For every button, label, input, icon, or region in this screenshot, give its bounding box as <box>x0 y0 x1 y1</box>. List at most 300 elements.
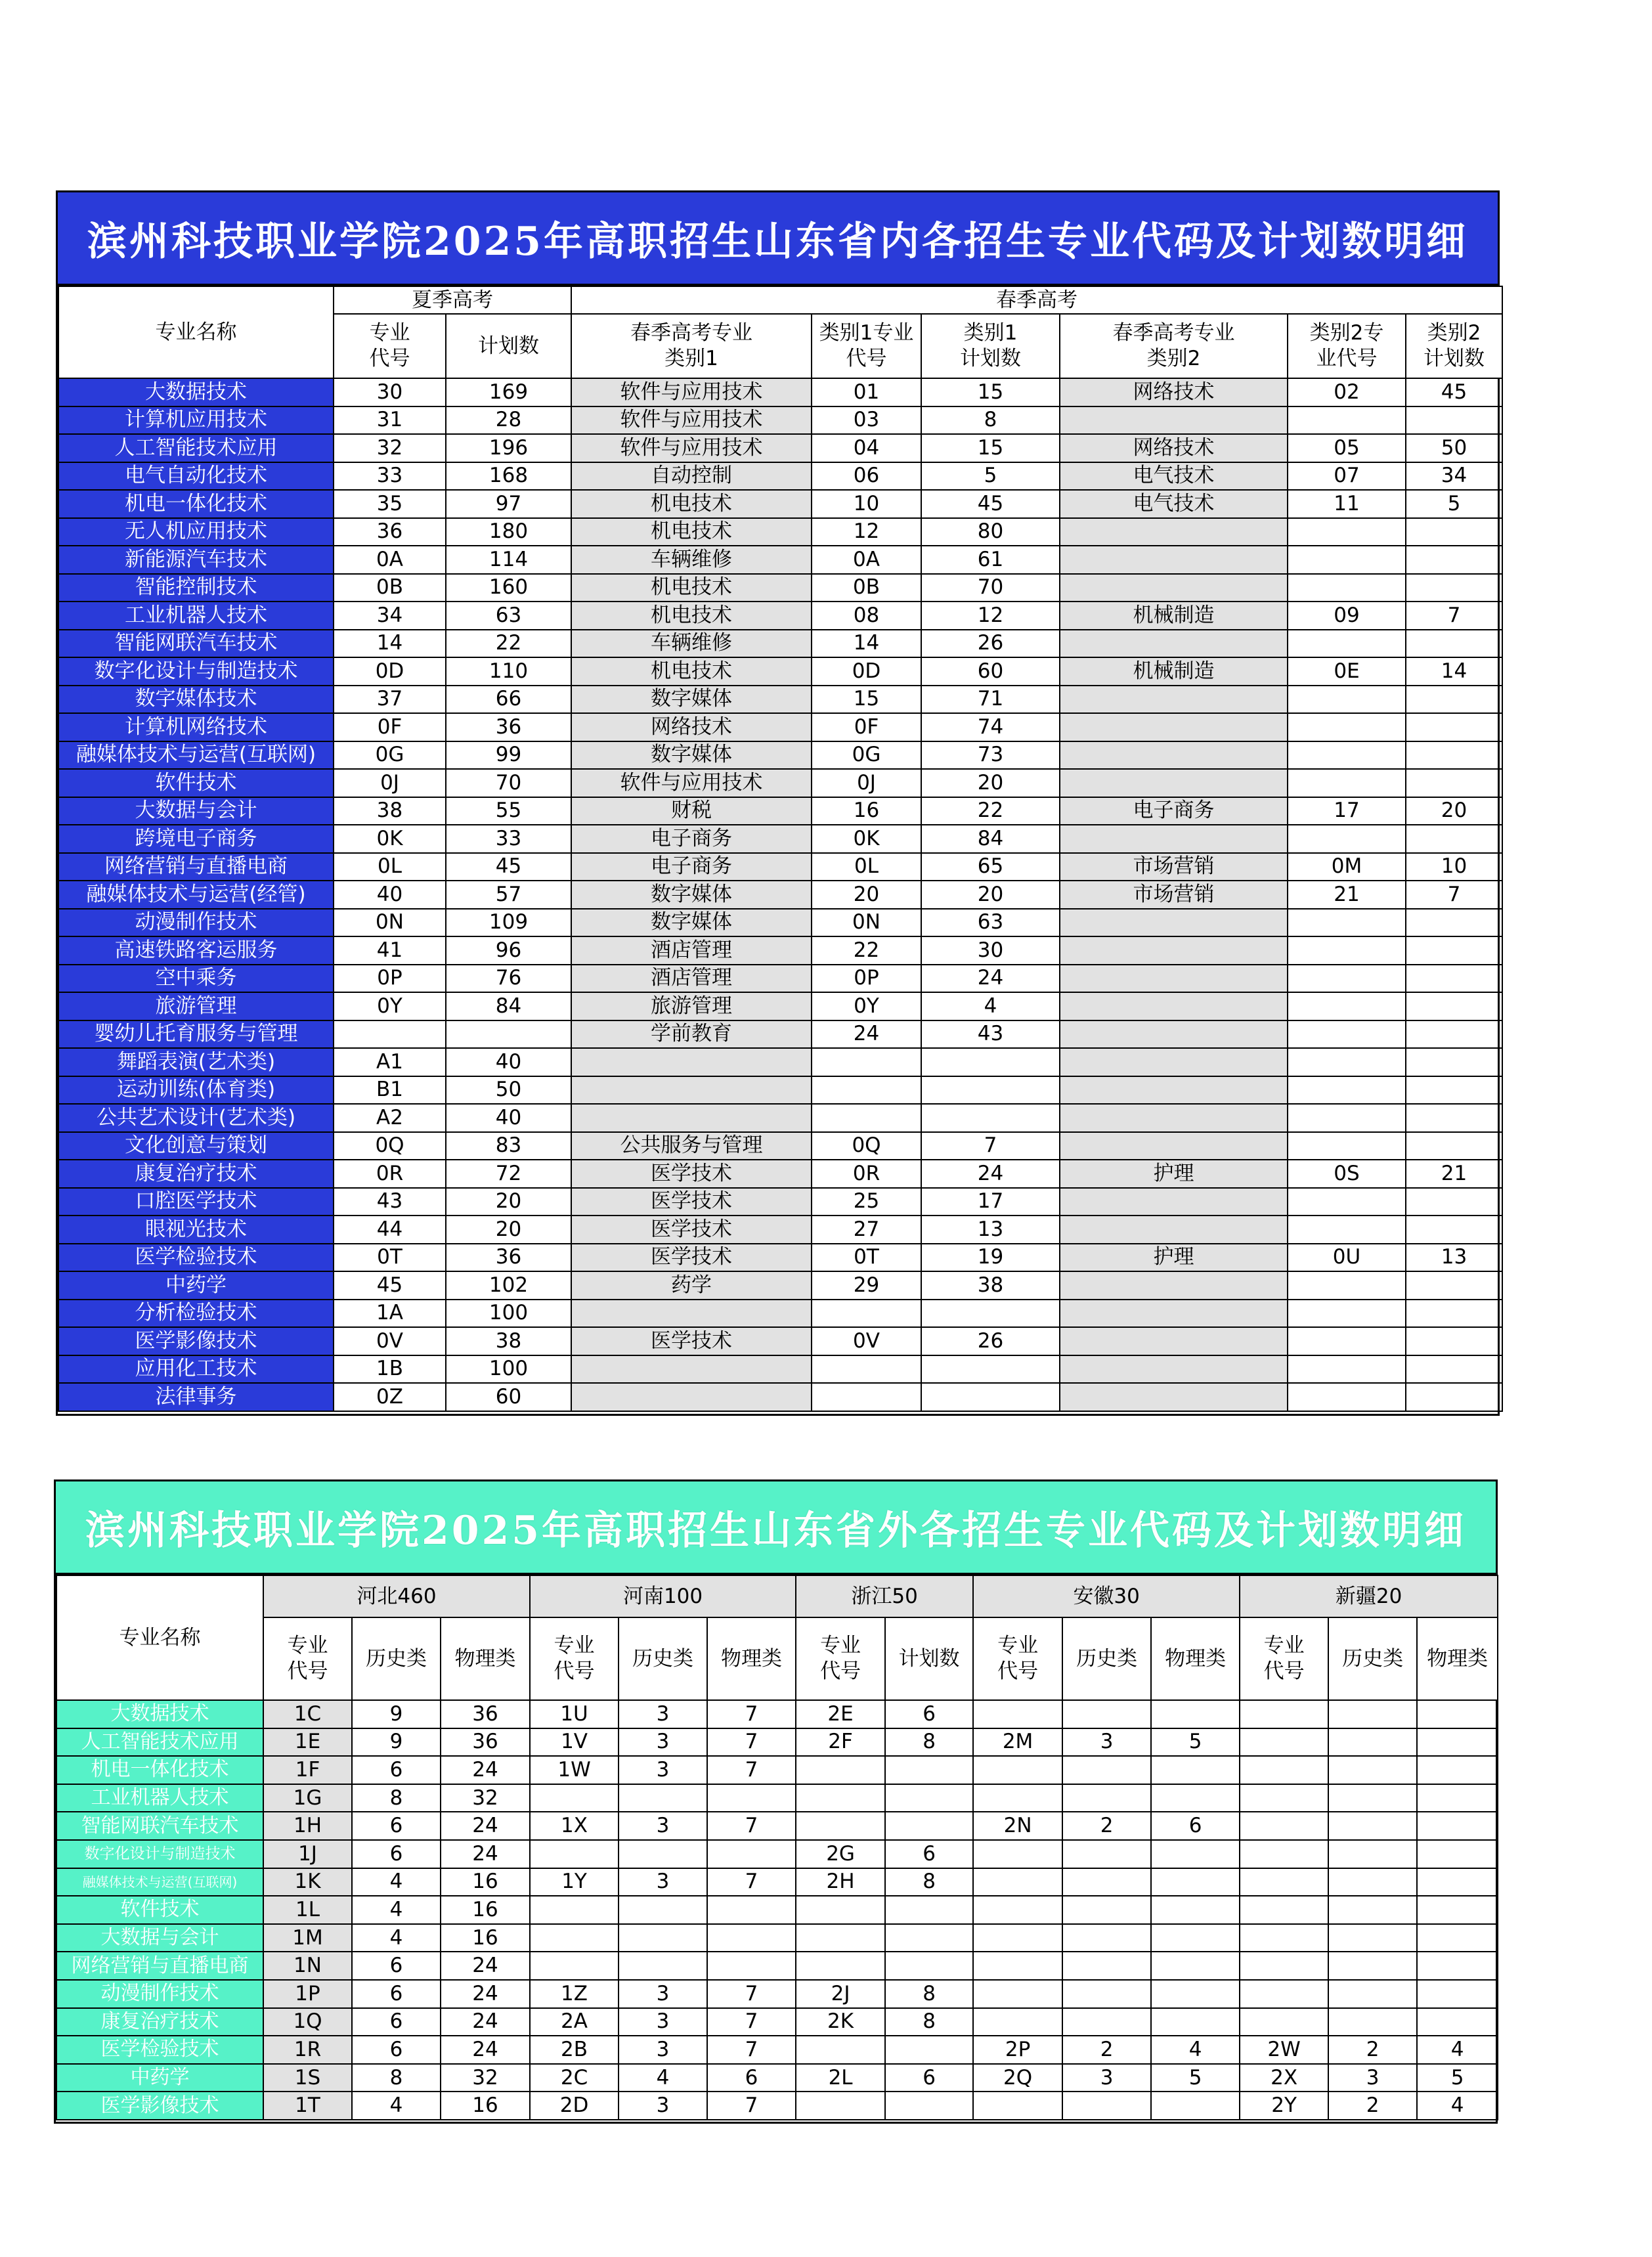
table-cell: 3 <box>619 2092 707 2120</box>
major-name-cell: 机电一体化技术 <box>58 490 334 518</box>
table-cell <box>1328 1924 1417 1952</box>
table-cell <box>530 1896 619 1924</box>
table-cell: 20 <box>812 881 921 909</box>
table-cell: 05 <box>1288 434 1406 462</box>
table-cell <box>530 1952 619 1980</box>
table-cell <box>1328 1812 1417 1840</box>
table-cell: 1Z <box>530 1980 619 2008</box>
table-cell: 0T <box>812 1244 921 1272</box>
table-cell: 2G <box>796 1840 885 1868</box>
table-cell <box>796 2092 885 2120</box>
header2-sub-history <box>1062 1617 1151 1700</box>
table-cell <box>1060 406 1288 435</box>
table-cell: 6 <box>352 2036 441 2064</box>
major-name-cell: 新能源汽车技术 <box>58 546 334 574</box>
table-cell: 0L <box>334 853 446 881</box>
table-cell <box>1328 1700 1417 1728</box>
table-row <box>56 1840 1498 1868</box>
table-cell <box>1060 713 1288 741</box>
table-cell: 109 <box>446 909 571 937</box>
table-cell <box>1151 1952 1240 1980</box>
table-cell: 电气技术 <box>1060 490 1288 518</box>
table-cell: 市场营销 <box>1060 853 1288 881</box>
table-cell: 43 <box>921 1020 1060 1049</box>
table-cell <box>1288 406 1406 435</box>
table-cell: 1U <box>530 1700 619 1728</box>
header-plan: 计划数 <box>446 314 571 378</box>
table-cell <box>1288 518 1406 546</box>
table-cell: 71 <box>921 686 1060 714</box>
table-cell <box>973 1756 1062 1784</box>
table-cell: 33 <box>334 462 446 491</box>
table-cell <box>1406 1188 1502 1216</box>
table-cell: 1X <box>530 1812 619 1840</box>
table-cell <box>1060 1383 1288 1411</box>
table-cell: 2J <box>796 1980 885 2008</box>
table-cell <box>1417 1756 1498 1784</box>
table-cell <box>1417 1952 1498 1980</box>
table-cell <box>1406 992 1502 1020</box>
table-cell: 97 <box>446 490 571 518</box>
table-cell <box>1406 1048 1502 1076</box>
table-cell: 8 <box>885 2008 973 2036</box>
table-cell: 0J <box>812 769 921 797</box>
header2-sub-code <box>263 1617 352 1700</box>
table-row <box>56 1896 1498 1924</box>
table-cell: 14 <box>812 630 921 658</box>
out-province-table-title: 滨州科技职业学院2025年高职招生山东省外各招生专业代码及计划数明细 <box>56 1481 1496 1575</box>
header-code-text: 专业代号 <box>369 321 410 370</box>
table-cell <box>1406 630 1502 658</box>
table-row <box>58 546 1502 574</box>
table-cell <box>921 1300 1060 1328</box>
table-cell <box>973 1980 1062 2008</box>
table-cell <box>1406 518 1502 546</box>
in-province-table-title: 滨州科技职业学院2025年高职招生山东省内各招生专业代码及计划数明细 <box>58 192 1498 286</box>
table-cell: 99 <box>446 741 571 770</box>
table-cell: 护理 <box>1060 1244 1288 1272</box>
table-cell: 73 <box>921 741 1060 770</box>
table-cell: 0S <box>1288 1160 1406 1188</box>
table-row <box>58 936 1502 965</box>
table-cell: 12 <box>921 602 1060 630</box>
table-cell <box>707 1952 796 1980</box>
table-cell: 3 <box>619 1700 707 1728</box>
major-name-cell: 数字化设计与制造技术 <box>58 657 334 686</box>
table-cell: 0L <box>812 853 921 881</box>
table-cell: 2K <box>796 2008 885 2036</box>
table-cell: 6 <box>352 1980 441 2008</box>
table-cell <box>1406 1132 1502 1160</box>
table-cell <box>1288 769 1406 797</box>
major-name-cell: 数字化设计与制造技术 <box>56 1840 263 1868</box>
table-cell <box>1406 1383 1502 1411</box>
table-cell: 2Y <box>1240 2092 1328 2120</box>
major-name-cell: 医学检验技术 <box>56 2036 263 2064</box>
table-cell: 102 <box>446 1271 571 1300</box>
table-cell <box>1151 2008 1240 2036</box>
header2-sub-physics-text: 物理类 <box>454 1646 516 1671</box>
table-cell <box>812 1383 921 1411</box>
major-name-cell: 网络营销与直播电商 <box>58 853 334 881</box>
table-cell: 24 <box>441 1840 530 1868</box>
table-cell <box>1151 2092 1240 2120</box>
table-row <box>58 574 1502 602</box>
table-cell: 1Q <box>263 2008 352 2036</box>
table-cell: 20 <box>446 1188 571 1216</box>
table-cell: 20 <box>446 1216 571 1244</box>
table-cell: 63 <box>921 909 1060 937</box>
table-cell <box>885 1756 973 1784</box>
table-cell: 电气技术 <box>1060 462 1288 491</box>
table-cell <box>1060 1300 1288 1328</box>
table-cell: 66 <box>446 686 571 714</box>
table-cell: 63 <box>446 602 571 630</box>
table-cell <box>1060 965 1288 993</box>
header2-sub-physics-text: 物理类 <box>1165 1646 1227 1671</box>
table-cell <box>1328 1728 1417 1757</box>
table-cell: 30 <box>921 936 1060 965</box>
table-row <box>58 741 1502 770</box>
table-cell: 1F <box>263 1756 352 1784</box>
table-cell: 旅游管理 <box>571 992 812 1020</box>
table-cell <box>1060 825 1288 853</box>
table-cell: 6 <box>352 1812 441 1840</box>
major-name-cell: 工业机器人技术 <box>56 1784 263 1812</box>
major-name-cell: 中药学 <box>56 2064 263 2092</box>
table-cell: 机械制造 <box>1060 657 1288 686</box>
table-cell <box>530 1924 619 1952</box>
table-cell: 70 <box>446 769 571 797</box>
table-cell <box>1406 1104 1502 1132</box>
table-cell: 7 <box>707 2008 796 2036</box>
table-cell: 34 <box>334 602 446 630</box>
table-cell: 36 <box>441 1728 530 1757</box>
table-cell: 酒店管理 <box>571 936 812 965</box>
table-cell <box>973 2008 1062 2036</box>
table-cell: 38 <box>446 1327 571 1355</box>
table-cell: 04 <box>812 434 921 462</box>
major-name-cell: 眼视光技术 <box>58 1216 334 1244</box>
table-cell: 24 <box>921 1160 1060 1188</box>
table-cell <box>1406 769 1502 797</box>
table-cell <box>1060 574 1288 602</box>
table-cell <box>1288 1383 1406 1411</box>
header2-sub-code-text: 专业代号 <box>997 1634 1039 1683</box>
table-cell: 8 <box>352 2064 441 2092</box>
table-cell <box>1060 992 1288 1020</box>
table-cell: 0P <box>812 965 921 993</box>
table-cell: 32 <box>441 1784 530 1812</box>
table-cell: 2M <box>973 1728 1062 1757</box>
table-cell <box>1151 1896 1240 1924</box>
table-cell: 机电技术 <box>571 602 812 630</box>
table-cell: 0G <box>334 741 446 770</box>
table-cell: 1H <box>263 1812 352 1840</box>
table-cell: 5 <box>1406 490 1502 518</box>
table-cell <box>885 2092 973 2120</box>
table-cell: 60 <box>446 1383 571 1411</box>
major-name-cell: 融媒体技术与运营(互联网) <box>58 741 334 770</box>
table-row <box>58 1048 1502 1076</box>
table-cell: 22 <box>812 936 921 965</box>
table-cell: A1 <box>334 1048 446 1076</box>
major-name-cell: 智能网联汽车技术 <box>58 630 334 658</box>
table-cell <box>619 1924 707 1952</box>
table-cell <box>1417 1784 1498 1812</box>
table-cell: 4 <box>921 992 1060 1020</box>
table-cell <box>1406 574 1502 602</box>
table-cell: 7 <box>707 2092 796 2120</box>
table-cell <box>1406 1300 1502 1328</box>
table-cell <box>885 1924 973 1952</box>
table-cell: 1N <box>263 1952 352 1980</box>
table-cell <box>1328 1896 1417 1924</box>
table-cell: 32 <box>334 434 446 462</box>
table-cell: 4 <box>352 1924 441 1952</box>
table-cell <box>1288 546 1406 574</box>
table-cell: 2E <box>796 1700 885 1728</box>
table-cell: 3 <box>619 2008 707 2036</box>
table-cell <box>812 1104 921 1132</box>
major-name-cell: 动漫制作技术 <box>56 1980 263 2008</box>
table-cell <box>1240 1840 1328 1868</box>
table-cell: 40 <box>446 1104 571 1132</box>
header-anhui: 安徽30 <box>973 1575 1240 1617</box>
table-cell: 0K <box>812 825 921 853</box>
table-cell: 55 <box>446 797 571 825</box>
header2-major-name: 专业名称 <box>56 1575 263 1700</box>
major-name-cell: 旅游管理 <box>58 992 334 1020</box>
table-row <box>58 1104 1502 1132</box>
header-henan: 河南100 <box>530 1575 796 1617</box>
table-cell: 4 <box>619 2064 707 2092</box>
table-cell <box>1288 1271 1406 1300</box>
table-cell: 自动控制 <box>571 462 812 491</box>
table-cell: 61 <box>921 546 1060 574</box>
table-cell: 0V <box>334 1327 446 1355</box>
table-cell <box>1060 1271 1288 1300</box>
table-cell <box>921 1355 1060 1384</box>
table-row <box>56 1784 1498 1812</box>
table-cell: 15 <box>921 378 1060 406</box>
table-cell <box>885 2036 973 2064</box>
table-row <box>58 713 1502 741</box>
table-cell: 机械制造 <box>1060 602 1288 630</box>
major-name-cell: 大数据与会计 <box>58 797 334 825</box>
table-cell: 医学技术 <box>571 1188 812 1216</box>
table-cell <box>1288 1048 1406 1076</box>
table-cell <box>571 1076 812 1105</box>
table-cell <box>921 1383 1060 1411</box>
table-cell <box>1151 1868 1240 1896</box>
table-cell: 2X <box>1240 2064 1328 2092</box>
table-cell <box>1288 686 1406 714</box>
major-name-cell: 婴幼儿托育服务与管理 <box>58 1020 334 1049</box>
table-cell <box>1060 769 1288 797</box>
table-cell: 22 <box>921 797 1060 825</box>
table-cell <box>1060 1327 1288 1355</box>
table-cell: 72 <box>446 1160 571 1188</box>
table-cell: 50 <box>1406 434 1502 462</box>
header2-sub-history-text: 历史类 <box>1342 1646 1404 1671</box>
table-cell: 43 <box>334 1188 446 1216</box>
table-cell <box>1328 1840 1417 1868</box>
header2-sub-code <box>973 1617 1062 1700</box>
table-cell: 2H <box>796 1868 885 1896</box>
table-cell: 03 <box>812 406 921 435</box>
major-name-cell: 工业机器人技术 <box>58 602 334 630</box>
table-cell: 机电技术 <box>571 657 812 686</box>
table-cell <box>1151 1700 1240 1728</box>
table-cell: 27 <box>812 1216 921 1244</box>
header-cat2-plan-text: 类别2计划数 <box>1424 321 1485 370</box>
header-cat1-name <box>571 314 812 378</box>
header-cat2-name <box>1060 314 1288 378</box>
table-cell: 25 <box>812 1188 921 1216</box>
table-cell <box>1151 1980 1240 2008</box>
table-cell: 8 <box>885 1728 973 1757</box>
table-cell: 40 <box>446 1048 571 1076</box>
major-name-cell: 中药学 <box>58 1271 334 1300</box>
header2-sub-code <box>796 1617 885 1700</box>
table-cell: 20 <box>1406 797 1502 825</box>
major-name-cell: 计算机应用技术 <box>58 406 334 435</box>
table-cell <box>1060 1020 1288 1049</box>
table-cell: 45 <box>921 490 1060 518</box>
table-cell <box>1288 1076 1406 1105</box>
table-cell: 17 <box>1288 797 1406 825</box>
table-cell <box>1240 1700 1328 1728</box>
out-province-table <box>56 1575 1498 2120</box>
table-cell <box>1417 1896 1498 1924</box>
table-cell <box>1417 1980 1498 2008</box>
header2-sub-physics-text: 物理类 <box>1427 1646 1489 1671</box>
major-name-cell: 康复治疗技术 <box>58 1160 334 1188</box>
table-cell: 0Q <box>812 1132 921 1160</box>
table-cell <box>1406 1327 1502 1355</box>
table-cell: 3 <box>619 2036 707 2064</box>
table-cell <box>1062 1700 1151 1728</box>
table-cell: 机电技术 <box>571 574 812 602</box>
table-cell: 2D <box>530 2092 619 2120</box>
header2-sub-code-text: 专业代号 <box>554 1634 595 1683</box>
table-cell <box>1060 741 1288 770</box>
in-province-table <box>58 286 1503 1412</box>
major-name-cell: 智能网联汽车技术 <box>56 1812 263 1840</box>
table-row <box>58 518 1502 546</box>
table-cell <box>1288 741 1406 770</box>
table-cell: 2 <box>1328 2092 1417 2120</box>
header-summer-exam: 夏季高考 <box>334 286 571 314</box>
major-name-cell: 跨境电子商务 <box>58 825 334 853</box>
table-cell: 6 <box>352 2008 441 2036</box>
table-cell <box>1240 1812 1328 1840</box>
table-row <box>58 1271 1502 1300</box>
header2-sub-history-text: 历史类 <box>1076 1646 1138 1671</box>
table-cell: 医学技术 <box>571 1327 812 1355</box>
table-cell: 84 <box>446 992 571 1020</box>
table-cell: 38 <box>334 797 446 825</box>
table-cell <box>1062 1868 1151 1896</box>
major-name-cell: 医学影像技术 <box>56 2092 263 2120</box>
table-cell: 7 <box>1406 881 1502 909</box>
table-cell <box>1417 1868 1498 1896</box>
table-cell: 01 <box>812 378 921 406</box>
header2-sub-physics <box>1417 1617 1498 1700</box>
table-cell: 1K <box>263 1868 352 1896</box>
table-cell: 0A <box>812 546 921 574</box>
table-cell: 1T <box>263 2092 352 2120</box>
table-cell <box>885 1812 973 1840</box>
table-row <box>56 1812 1498 1840</box>
table-cell: 16 <box>441 1868 530 1896</box>
table-cell: 0U <box>1288 1244 1406 1272</box>
table-cell <box>796 1812 885 1840</box>
table-cell: 0Y <box>334 992 446 1020</box>
table-cell: 8 <box>885 1980 973 2008</box>
table-cell: 0P <box>334 965 446 993</box>
table-cell: 6 <box>885 1700 973 1728</box>
table-cell: 7 <box>707 1756 796 1784</box>
table-cell: 10 <box>1406 853 1502 881</box>
table-cell <box>812 1076 921 1105</box>
table-cell: 车辆维修 <box>571 630 812 658</box>
table-cell <box>1328 1784 1417 1812</box>
table-cell: 4 <box>352 1896 441 1924</box>
header2-sub-code <box>530 1617 619 1700</box>
table-cell: 软件与应用技术 <box>571 769 812 797</box>
table-row <box>58 602 1502 630</box>
table-cell: 网络技术 <box>571 713 812 741</box>
major-name-cell: 大数据技术 <box>58 378 334 406</box>
table-cell <box>1406 406 1502 435</box>
table-cell <box>1240 1896 1328 1924</box>
table-cell <box>619 1784 707 1812</box>
table-cell <box>1240 1868 1328 1896</box>
table-cell: 21 <box>1406 1160 1502 1188</box>
table-cell <box>796 1924 885 1952</box>
header2-sub-physics <box>1151 1617 1240 1700</box>
table-cell <box>1417 1924 1498 1952</box>
table-row <box>58 769 1502 797</box>
table-row <box>56 2036 1498 2064</box>
table-cell: 软件与应用技术 <box>571 378 812 406</box>
table-cell: 1J <box>263 1840 352 1868</box>
table-cell: 7 <box>707 1980 796 2008</box>
header-cat2-code <box>1288 314 1406 378</box>
table-cell <box>1406 741 1502 770</box>
table-cell <box>1288 909 1406 937</box>
table-cell <box>1417 1812 1498 1840</box>
table-row <box>58 1355 1502 1384</box>
table-cell <box>1062 1840 1151 1868</box>
header-cat1-plan-text: 类别1计划数 <box>960 321 1021 370</box>
table-cell <box>1417 1700 1498 1728</box>
table-cell: 8 <box>921 406 1060 435</box>
table-cell: 公共服务与管理 <box>571 1132 812 1160</box>
table-cell: 0D <box>334 657 446 686</box>
table-cell <box>1417 2008 1498 2036</box>
major-name-cell: 无人机应用技术 <box>58 518 334 546</box>
table-cell: 16 <box>441 1924 530 1952</box>
table-row <box>58 378 1502 406</box>
table-cell: 网络技术 <box>1060 434 1288 462</box>
table-cell <box>1240 2008 1328 2036</box>
table-cell <box>1060 686 1288 714</box>
table-row <box>58 657 1502 686</box>
table-cell <box>1062 1980 1151 2008</box>
